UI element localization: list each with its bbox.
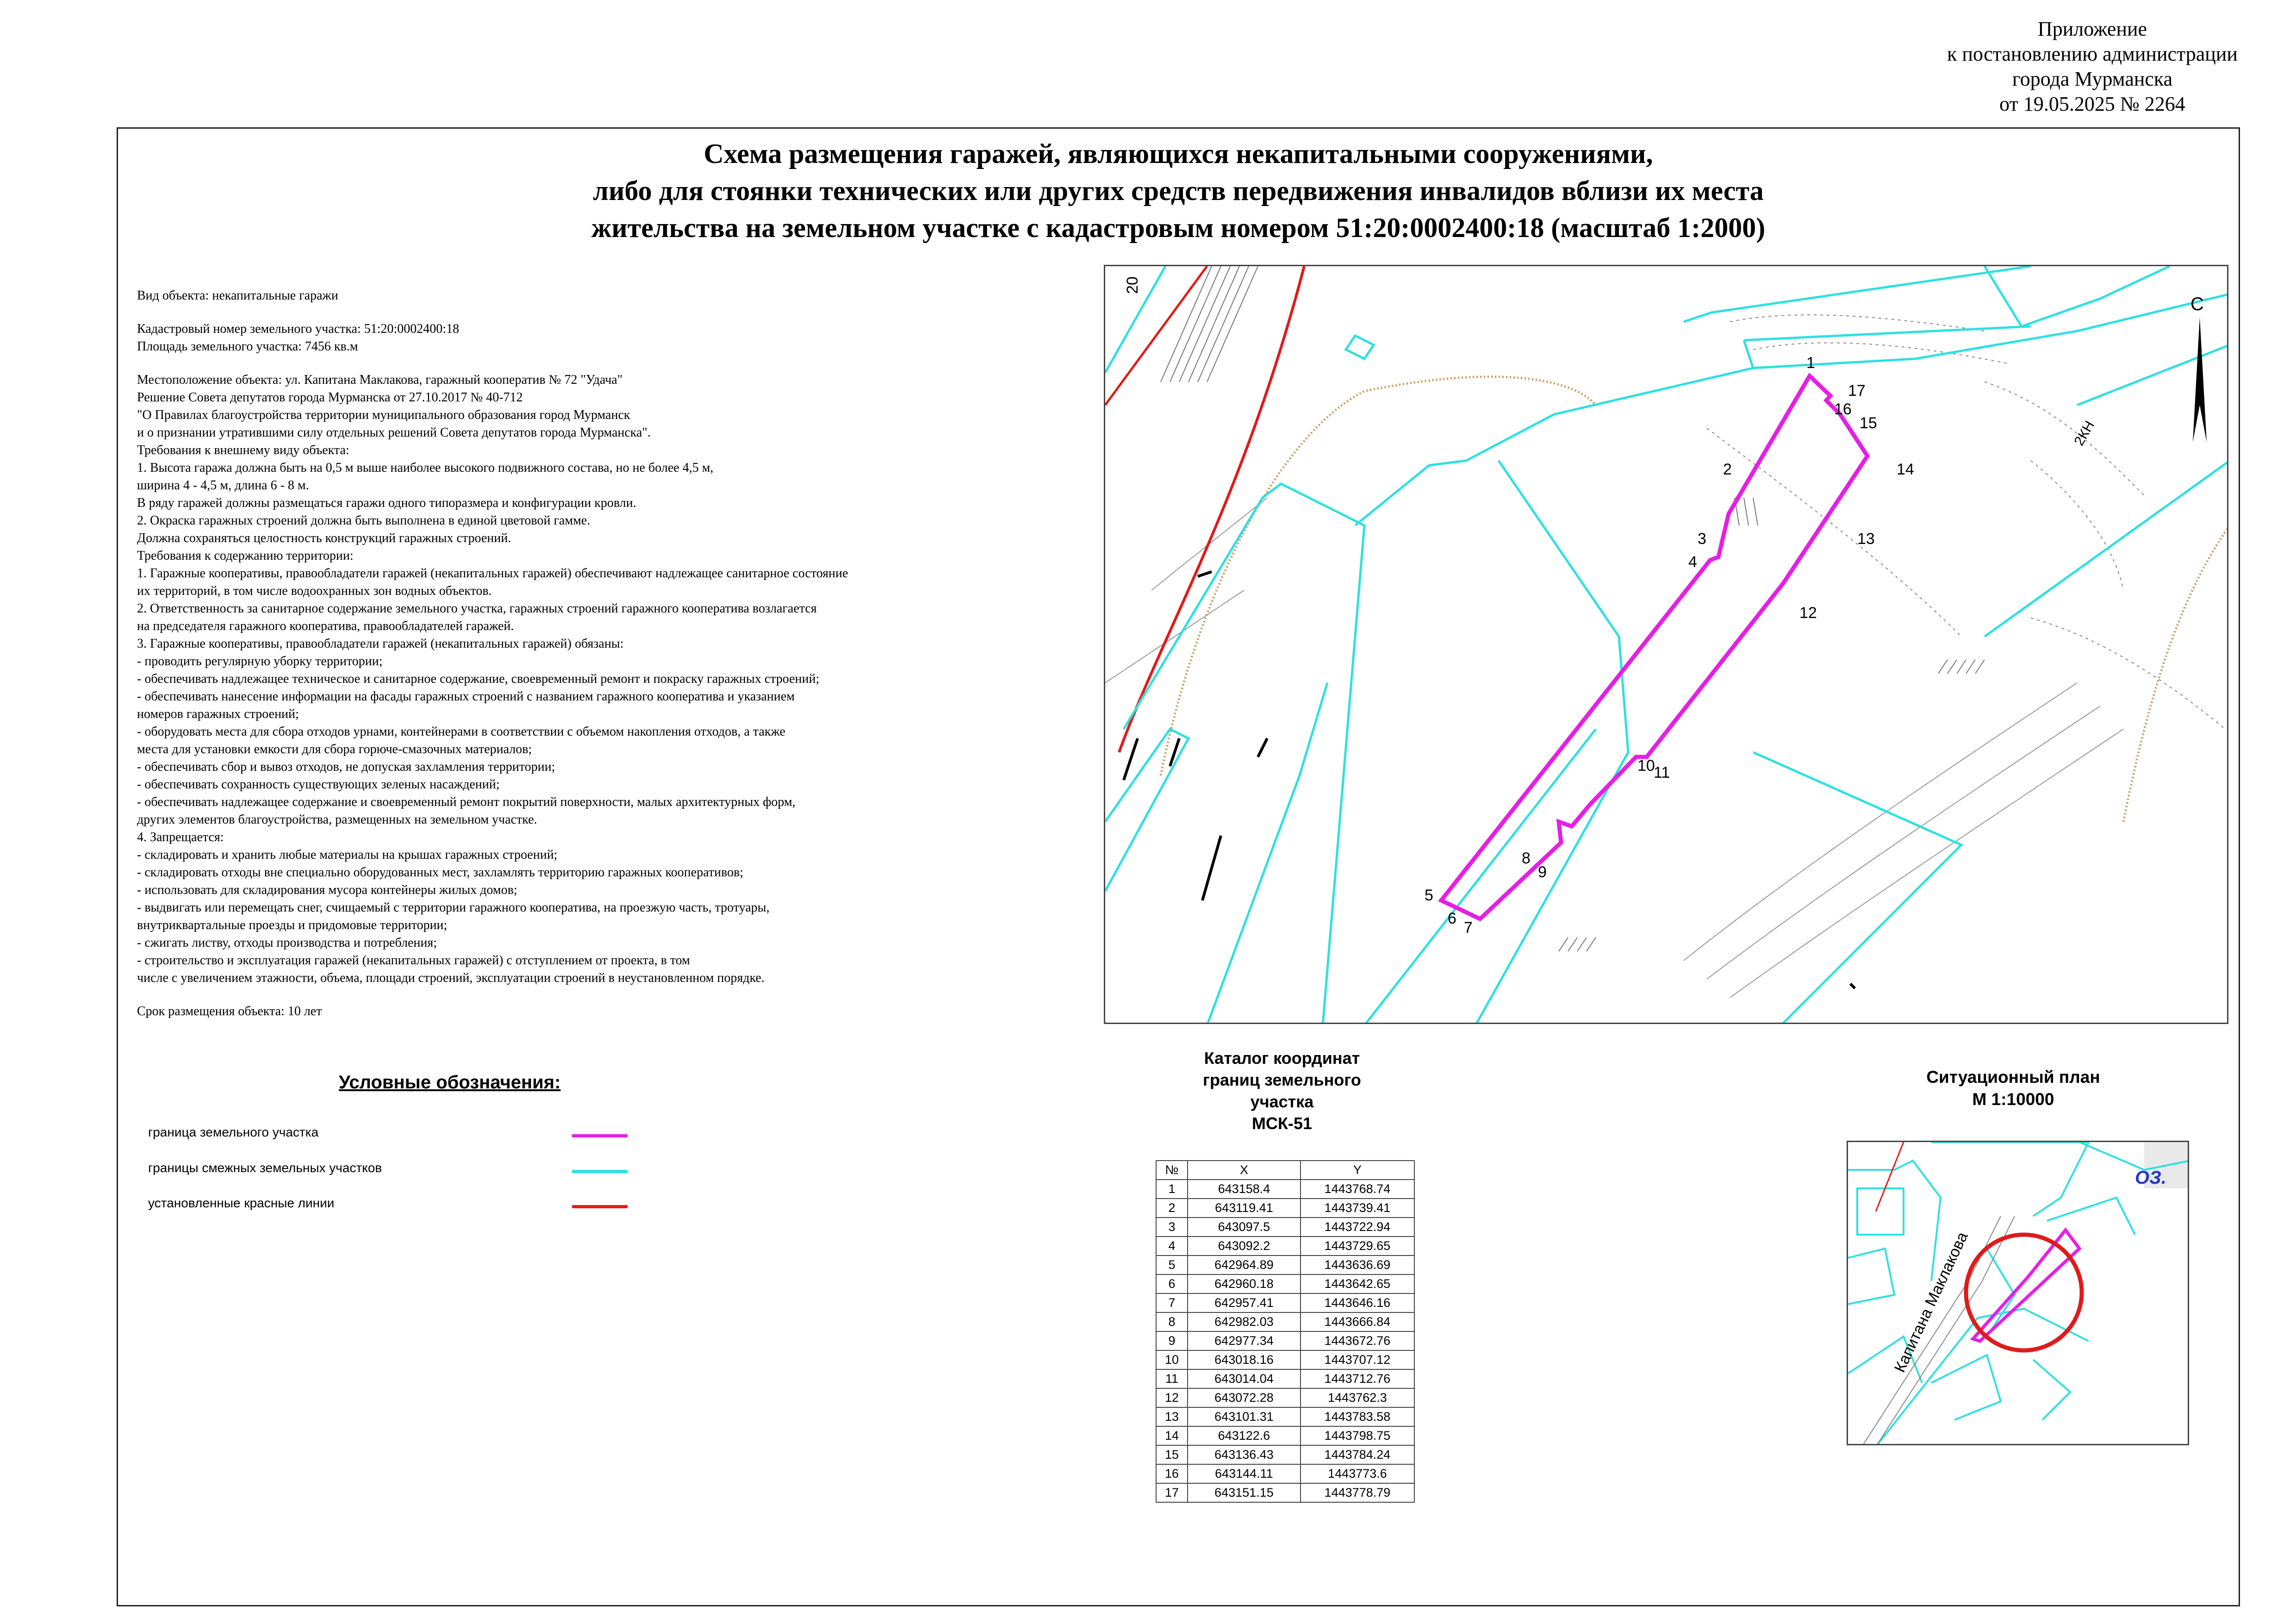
table-row xyxy=(1156,1464,1414,1483)
situation-title-line: Ситуационный план xyxy=(1926,1068,2100,1087)
object-description xyxy=(137,287,1081,1020)
catalog-title-line: Каталог координат xyxy=(1204,1049,1360,1068)
point-label: 2 xyxy=(1723,461,1732,478)
point-label: 14 xyxy=(1897,461,1914,478)
table-row xyxy=(1156,1180,1414,1199)
adjacent-parcel xyxy=(2077,345,2228,405)
table-row xyxy=(1156,1426,1414,1445)
adjacent-parcel xyxy=(1684,266,2031,322)
appendix-line: от 19.05.2025 № 2264 xyxy=(1999,93,2185,115)
cell-number: 2 xyxy=(1156,1199,1188,1218)
adjacent-parcel xyxy=(1475,461,1628,1024)
legend-swatch-parcel xyxy=(572,1134,628,1137)
requirement-line: - сжигать листву, отходы производства и потребления; xyxy=(137,936,437,950)
situation-map-drawing xyxy=(1848,1142,2189,1445)
cell-x: 642982.03 xyxy=(1188,1312,1300,1331)
point-label: 17 xyxy=(1848,382,1866,400)
catalog-title-line: участка xyxy=(1250,1092,1314,1111)
north-arrow-icon xyxy=(2193,317,2207,442)
location-circle xyxy=(1966,1235,2082,1350)
page-title xyxy=(117,135,2240,246)
cell-number: 10 xyxy=(1156,1350,1188,1369)
cell-y: 1443722.94 xyxy=(1300,1218,1414,1237)
title-line: жительства на земельном участке с кадастровым номером 51:20:0002400:18 (масштаб 1:2000) xyxy=(591,212,1766,243)
cell-y: 1443798.75 xyxy=(1300,1426,1414,1445)
cell-x: 643144.11 xyxy=(1188,1464,1300,1483)
cell-number: 6 xyxy=(1156,1274,1188,1293)
point-label: 10 xyxy=(1637,757,1655,775)
cell-number: 15 xyxy=(1156,1445,1188,1464)
requirement-line: - складировать отходы вне специально оборудованных мест, захламлять территорию гаражных кооперативов; xyxy=(137,865,744,880)
cell-x: 643092.2 xyxy=(1188,1237,1300,1255)
decision-line: "О Правилах благоустройства территории муниципального образования город Мурманск xyxy=(137,408,630,422)
cell-x: 642957.41 xyxy=(1188,1293,1300,1312)
requirement-line: 4. Запрещается: xyxy=(137,830,224,844)
adjacent-parcel xyxy=(1364,729,1596,1024)
main-map xyxy=(1104,265,2228,1024)
cell-x: 643158.4 xyxy=(1188,1180,1300,1199)
cell-x: 643097.5 xyxy=(1188,1218,1300,1237)
cell-x: 642977.34 xyxy=(1188,1331,1300,1350)
cell-x: 643119.41 xyxy=(1188,1199,1300,1218)
table-row xyxy=(1156,1255,1414,1274)
north-label: С xyxy=(2190,294,2204,314)
requirement-line: - строительство и эксплуатация гаражей (некапитальных гаражей) с отступлением от проекта, в том xyxy=(137,953,690,968)
table-row xyxy=(1156,1483,1414,1502)
placement-term: Срок размещения объекта: 10 лет xyxy=(137,1004,322,1018)
catalog-title-line: границ земельного xyxy=(1203,1070,1361,1089)
requirement-line: - выдвигать или перемещать снег, счищаемый с территории гаражного кооператива, на проезжую часть, тротуары, xyxy=(137,900,770,915)
cell-x: 643101.31 xyxy=(1188,1407,1300,1426)
cell-x: 643136.43 xyxy=(1188,1445,1300,1464)
cell-x: 643014.04 xyxy=(1188,1369,1300,1388)
requirement-line: Требования к содержанию территории: xyxy=(137,549,354,563)
requirement-line: 1. Высота гаража должна быть на 0,5 м выше наиболее высокого подвижного состава, но не более 4,5 м, xyxy=(137,461,714,475)
catalog-title-line: МСК-51 xyxy=(1252,1114,1312,1133)
situation-plan-map xyxy=(1847,1141,2189,1445)
situation-scale: М 1:10000 xyxy=(1972,1090,2054,1109)
point-label: 8 xyxy=(1522,849,1531,867)
cell-x: 643122.6 xyxy=(1188,1426,1300,1445)
cadastral-number: Кадастровый номер земельного участка: 51:20:0002400:18 xyxy=(137,322,460,336)
cell-y: 1443729.65 xyxy=(1300,1237,1414,1255)
requirement-line: - использовать для складирования мусора контейнеры жилых домов; xyxy=(137,883,517,897)
cell-y: 1443646.16 xyxy=(1300,1293,1414,1312)
cell-number: 13 xyxy=(1156,1407,1188,1426)
adjacent-parcel xyxy=(1744,326,2031,340)
point-label: 7 xyxy=(1464,919,1473,937)
street-label: Капитана Маклакова xyxy=(1891,1229,1972,1375)
cell-y: 1443739.41 xyxy=(1300,1199,1414,1218)
cell-number: 5 xyxy=(1156,1255,1188,1274)
requirement-line: места для установки емкости для сбора горюче-смазочных материалов; xyxy=(137,742,532,756)
parcel-area: Площадь земельного участка: 7456 кв.м xyxy=(137,339,358,354)
legend-title: Условные обозначения: xyxy=(339,1072,561,1093)
legend-label-adjacent: границы смежных земельных участков xyxy=(148,1161,382,1175)
table-row xyxy=(1156,1407,1414,1426)
adjacent-parcel xyxy=(1744,340,1753,368)
adjacent-parcel xyxy=(1753,752,1961,1024)
label-20: 20 xyxy=(1124,276,1141,294)
catalog-title xyxy=(1166,1047,1398,1134)
coordinates-table xyxy=(1156,1160,1415,1503)
requirement-line: - складировать и хранить любые материалы на крышах гаражных строений; xyxy=(137,848,558,862)
requirement-line: номеров гаражных строений; xyxy=(137,707,299,721)
appendix-line: города Мурманска xyxy=(2012,68,2173,90)
legend-swatch-adjacent xyxy=(572,1170,628,1173)
requirement-line: - оборудовать места для сбора отходов урнами, контейнерами в соответствии с объемом накопления отходов, а также xyxy=(137,725,785,739)
cell-number: 16 xyxy=(1156,1464,1188,1483)
title-line: либо для стоянки технических или других средств передвижения инвалидов вблизи их места xyxy=(593,175,1764,206)
cell-y: 1443783.58 xyxy=(1300,1407,1414,1426)
requirement-line: внутриквартальные проезды и придомовые территории; xyxy=(137,918,448,932)
cell-number: 3 xyxy=(1156,1218,1188,1237)
cell-number: 8 xyxy=(1156,1312,1188,1331)
adjacent-parcel xyxy=(1985,461,2228,637)
requirement-line: 2. Окраска гаражных строений должна быть выполнена в единой цветовой гамме. xyxy=(137,513,591,528)
table-row xyxy=(1156,1331,1414,1350)
adjacent-parcel xyxy=(1105,729,1188,891)
table-row xyxy=(1156,1445,1414,1464)
requirement-line: - обеспечивать сохранность существующих зеленых насаждений; xyxy=(137,777,500,792)
cell-y: 1443642.65 xyxy=(1300,1274,1414,1293)
parcel-boundary xyxy=(1441,376,1867,919)
cell-number: 9 xyxy=(1156,1331,1188,1350)
terrain-line xyxy=(2123,525,2228,822)
terrain-line xyxy=(1161,377,1596,775)
cell-y: 1443672.76 xyxy=(1300,1331,1414,1350)
requirement-line: 1. Гаражные кооперативы, правообладатели гаражей (некапитальных гаражей) обеспечивают надлежащее санитарное состояние xyxy=(137,566,848,581)
point-label: 5 xyxy=(1425,887,1433,904)
requirement-line: - обеспечивать нанесение информации на фасады гаражных строений с названием гаражного кооператива и указанием xyxy=(137,689,795,704)
requirement-line: - проводить регулярную уборку территории; xyxy=(137,654,383,668)
point-label: 9 xyxy=(1538,863,1547,881)
requirement-line: В ряду гаражей должны размещаться гаражи одного типоразмера и конфигурации кровли. xyxy=(137,496,636,510)
requirement-line: ширина 4 - 4,5 м, длина 6 - 8 м. xyxy=(137,478,309,493)
cell-number: 12 xyxy=(1156,1388,1188,1407)
cell-x: 643018.16 xyxy=(1188,1350,1300,1369)
cell-y: 1443784.24 xyxy=(1300,1445,1414,1464)
appendix-line: Приложение xyxy=(2037,18,2147,40)
cell-number: 7 xyxy=(1156,1293,1188,1312)
red-line-1 xyxy=(1105,266,1207,405)
point-label: 6 xyxy=(1448,910,1456,927)
cell-x: 642964.89 xyxy=(1188,1255,1300,1274)
column-header-y: Y xyxy=(1300,1161,1414,1180)
cell-y: 1443762.3 xyxy=(1300,1388,1414,1407)
object-type: Вид объекта: некапитальные гаражи xyxy=(137,288,338,303)
point-label: 13 xyxy=(1857,530,1875,548)
cell-x: 643072.28 xyxy=(1188,1388,1300,1407)
column-header-number: № xyxy=(1156,1161,1188,1180)
table-row xyxy=(1156,1369,1414,1388)
decision-line: Решение Совета депутатов города Мурманска от 27.10.2017 № 40-712 xyxy=(137,390,523,405)
legend-swatch-red-lines xyxy=(572,1205,628,1208)
cell-y: 1443712.76 xyxy=(1300,1369,1414,1388)
cell-number: 4 xyxy=(1156,1237,1188,1255)
cell-y: 1443666.84 xyxy=(1300,1312,1414,1331)
table-row xyxy=(1156,1312,1414,1331)
table-row xyxy=(1156,1237,1414,1255)
adjacent-parcel xyxy=(1346,336,1374,359)
requirement-line: 2. Ответственность за санитарное содержание земельного участка, гаражных строений гаражного кооператива возлагается xyxy=(137,601,817,616)
situation-plan-title xyxy=(1874,1066,2152,1111)
point-label: 1 xyxy=(1806,354,1815,372)
cell-y: 1443773.6 xyxy=(1300,1464,1414,1483)
cell-x: 643151.15 xyxy=(1188,1483,1300,1502)
requirement-line: других элементов благоустройства, размещенных на земельном участке. xyxy=(137,812,537,827)
cell-y: 1443778.79 xyxy=(1300,1483,1414,1502)
point-label: 16 xyxy=(1834,400,1852,418)
point-label: 11 xyxy=(1654,764,1670,781)
cell-number: 14 xyxy=(1156,1426,1188,1445)
point-label: 12 xyxy=(1799,604,1817,622)
table-header-row xyxy=(1156,1161,1414,1180)
cell-number: 1 xyxy=(1156,1180,1188,1199)
decision-line: и о признании утратившими силу отдельных решений Совета депутатов города Мурманска". xyxy=(137,425,651,440)
table-row xyxy=(1156,1388,1414,1407)
coordinates-body xyxy=(1156,1180,1414,1502)
cell-x: 642960.18 xyxy=(1188,1274,1300,1293)
table-row xyxy=(1156,1199,1414,1218)
appendix-line: к постановлению администрации xyxy=(1947,43,2238,65)
requirement-line: Требования к внешнему виду объекта: xyxy=(137,443,349,457)
requirement-line: их территорий, в том числе водоохранных зон водных объектов. xyxy=(137,584,492,598)
label-2kn: 2КН xyxy=(2071,418,2097,449)
requirement-line: Должна сохраняться целостность конструкций гаражных строений. xyxy=(137,531,511,545)
title-line: Схема размещения гаражей, являющихся некапитальными сооружениями, xyxy=(703,138,1653,169)
requirement-line: - обеспечивать сбор и вывоз отходов, не допуская захламления территории; xyxy=(137,760,555,774)
lake-label: ОЗ. xyxy=(2135,1168,2166,1188)
table-row xyxy=(1156,1218,1414,1237)
requirement-line: - обеспечивать надлежащее содержание и своевременный ремонт покрытий поверхности, малых архитектурных форм, xyxy=(137,795,796,809)
column-header-x: X xyxy=(1188,1161,1300,1180)
red-line-2 xyxy=(1119,266,1304,752)
location: Местоположение объекта: ул. Капитана Маклакова, гаражный кооператив № 72 "Удача" xyxy=(137,373,623,387)
point-label: 4 xyxy=(1688,553,1697,571)
table-row xyxy=(1156,1274,1414,1293)
adjacent-parcel xyxy=(1207,683,1327,1024)
point-label: 3 xyxy=(1698,530,1706,548)
table-row xyxy=(1156,1350,1414,1369)
cell-number: 17 xyxy=(1156,1483,1188,1502)
point-label: 15 xyxy=(1860,414,1877,432)
legend-label-red-lines: установленные красные линии xyxy=(148,1196,335,1210)
requirement-line: на председателя гаражного кооператива, правообладателей гаражей. xyxy=(137,619,514,633)
requirement-line: - обеспечивать надлежащее техническое и санитарное содержание, своевременный ремонт и покраску гаражных строений; xyxy=(137,672,820,686)
adjacent-parcel xyxy=(1124,484,1364,1024)
cell-y: 1443768.74 xyxy=(1300,1180,1414,1199)
cell-y: 1443636.69 xyxy=(1300,1255,1414,1274)
table-row xyxy=(1156,1293,1414,1312)
main-map-drawing xyxy=(1105,266,2228,1024)
cell-y: 1443707.12 xyxy=(1300,1350,1414,1369)
requirement-line: 3. Гаражные кооперативы, правообладатели гаражей (некапитальных гаражей) обязаны: xyxy=(137,637,624,651)
adjacent-parcel xyxy=(1985,266,2170,326)
legend-label-parcel: граница земельного участка xyxy=(148,1125,319,1139)
appendix-header xyxy=(1916,17,2268,117)
cell-number: 11 xyxy=(1156,1369,1188,1388)
requirement-line: числе с увеличением этажности, объема, площади строений, эксплуатации строений в неустановленном порядке. xyxy=(137,971,765,985)
